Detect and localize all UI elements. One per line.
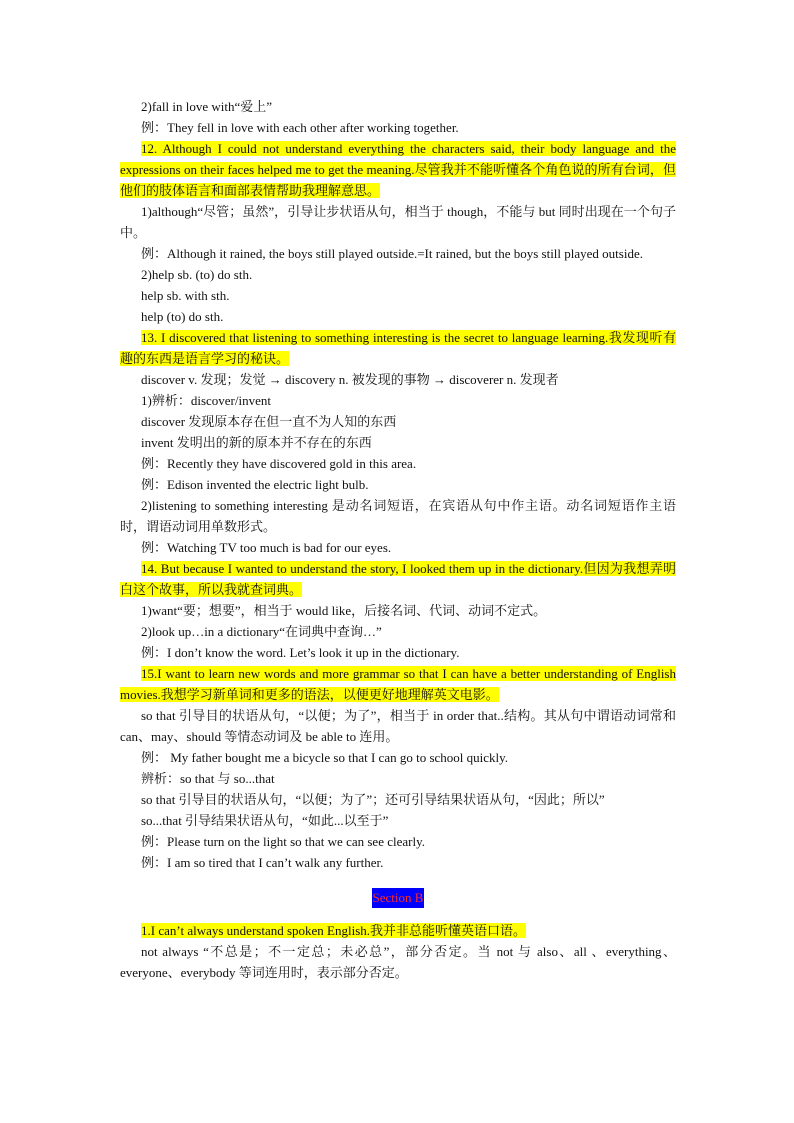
document-body [120, 96, 676, 983]
text-line: not always “不总是；不一定总；未必总”，部分否定。当 not 与 also、all 、everything、everyone、everybody 等词连用时，表示部分否定。 [120, 944, 676, 980]
example-line: 例：I don’t know the word. Let’s look it up in the dictionary. [141, 645, 460, 660]
highlighted-sentence: 13. I discovered that listening to something interesting is the secret to language learning.我发现听有趣的东西是语言学习的秘诀。 [120, 330, 676, 366]
text-line: 2)fall in love with“爱上” [141, 99, 273, 114]
section-heading-wrap [120, 887, 676, 908]
text-line: 1)want“要；想要”，相当于 would like，后接名词、代词、动词不定式。 [141, 603, 547, 618]
example-line: 例：I am so tired that I can’t walk any further. [141, 855, 384, 870]
highlighted-sentence: 1.I can’t always understand spoken English.我并非总能听懂英语口语。 [141, 923, 527, 938]
key-sentence-13 [120, 327, 676, 369]
key-sentence-12 [120, 138, 676, 201]
example-line: 例：Watching TV too much is bad for our eyes. [141, 540, 392, 555]
example-line: 例：Edison invented the electric light bulb. [141, 477, 369, 492]
text-line: so that 引导目的状语从句，“以便；为了”，相当于 in order that..结构。其从句中谓语动词常和 can、may、should 等情态动词及 be able to 连用。 [120, 708, 676, 744]
highlighted-sentence: 12. Although I could not understand everything the characters said, their body language and the expressions on their faces helped me to get the meaning.尽管我并不能听懂各个角色说的所有台词，但他们的肢体语言和面部表情帮助我理解意思。 [120, 141, 676, 198]
text-line: so...that 引导结果状语从句，“如此...以至于” [141, 813, 389, 828]
text-line: 2)help sb. (to) do sth. [141, 267, 253, 282]
key-sentence-14 [120, 558, 676, 600]
section-heading: Section B [372, 888, 425, 908]
text-line: help (to) do sth. [141, 309, 224, 324]
highlighted-sentence: 14. But because I wanted to understand the story, I looked them up in the dictionary.但因为我想弄明白这个故事，所以我就查词典。 [120, 561, 676, 597]
example-line: 例：Please turn on the light so that we can see clearly. [141, 834, 425, 849]
text-line: discover 发现原本存在但一直不为人知的东西 [141, 414, 397, 429]
text-line: help sb. with sth. [141, 288, 230, 303]
example-line: 例：Although it rained, the boys still played outside.=It rained, but the boys still played outside. [141, 246, 643, 261]
text-line: discover v. 发现；发觉 → discovery n. 被发现的事物 → discoverer n. 发现者 [141, 372, 559, 387]
text-line: 2)listening to something interesting 是动名词短语，在宾语从句中作主语。动名词短语作主语时，谓语动词用单数形式。 [120, 498, 676, 534]
key-sentence-15 [120, 663, 676, 705]
text-line: invent 发明出的新的原本并不存在的东西 [141, 435, 372, 450]
text-line: 辨析：so that 与 so...that [141, 771, 275, 786]
example-line: 例：Recently they have discovered gold in this area. [141, 456, 417, 471]
highlighted-sentence: 15.I want to learn new words and more grammar so that I can have a better understanding of English movies.我想学习新单词和更多的语法，以便更好地理解英文电影。 [120, 666, 676, 702]
key-sentence-b1 [120, 920, 676, 941]
text-line: 1)辨析：discover/invent [141, 393, 271, 408]
text-line: so that 引导目的状语从句，“以便；为了”；还可引导结果状语从句，“因此；所以” [141, 792, 605, 807]
example-line: 例： My father bought me a bicycle so that I can go to school quickly. [141, 750, 509, 765]
text-line: 2)look up…in a dictionary“在词典中查询…” [141, 624, 382, 639]
example-line: 例：They fell in love with each other after working together. [141, 120, 459, 135]
text-line: 1)although“尽管；虽然”，引导让步状语从句，相当于 though，不能与 but 同时出现在一个句子中。 [120, 204, 676, 240]
